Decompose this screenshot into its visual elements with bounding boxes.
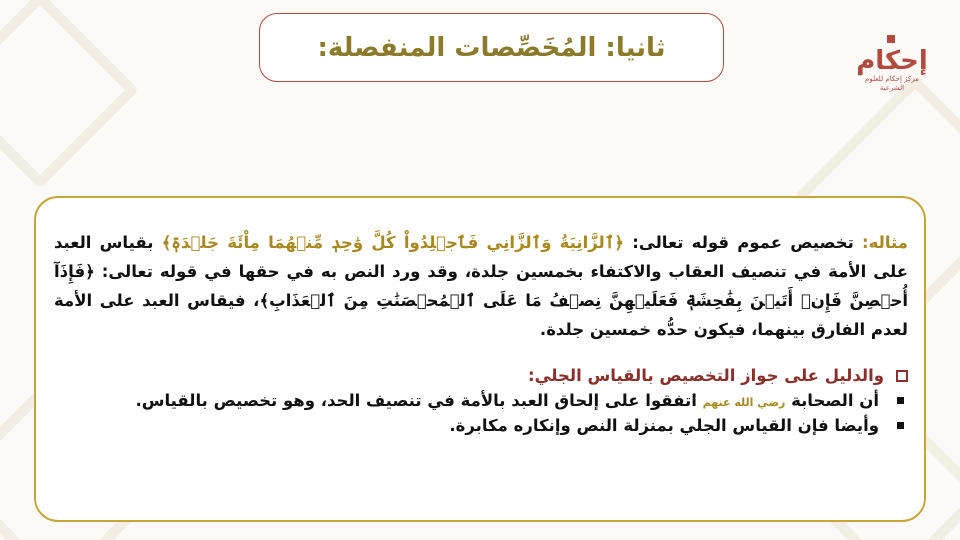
example-middle: بقياس العبد على الأمة في تنصيف العقاب والاكتفاء بخمسين جلدة، وقد ورد النص به في حقها في قوله تعالى: <box>54 233 908 281</box>
page-title: ثانيا: المُخَصِّصات المنفصلة: <box>317 32 666 63</box>
evidence-heading: والدليل على جواز التخصيص بالقياس الجلي: <box>527 366 884 385</box>
bullet-square-icon <box>897 422 904 429</box>
bullet-text: أن الصحابة <box>785 391 879 410</box>
bullet-text: اتفقوا على إلحاق العبد بالأمة في تنصيف الحد، وهو تخصيص بالقياس. <box>135 391 703 410</box>
example-label: مثاله: <box>862 233 908 252</box>
honorific-icon: رضي الله عنهم <box>702 396 786 409</box>
bullet-square-icon <box>897 397 904 404</box>
title-box <box>259 13 724 82</box>
quran-verse-2: ﴿فَإِذَآ أُحۡصِنَّ فَإِنۡ أَتَيۡنَ بِفَٰحِشَةٖ فَعَلَيۡهِنَّ نِصۡفُ مَا عَلَى ٱلۡمُحۡصَنَٰتِ مِنَ ٱلۡعَذَابِ﴾ <box>54 262 909 310</box>
logo-name: إحكام <box>856 46 928 76</box>
bullet-text: وأيضا فإن القياس الجلي بمنزلة النص وإنكاره مكابرة. <box>449 416 879 435</box>
quran-verse-1: ﴿ٱلزَّانِيَةُ وَٱلزَّانِي فَٱجۡلِدُواْ كُلَّ وَٰحِدٖ مِّنۡهُمَا مِاْئَةَ جَلۡدَةٖ﴾ <box>161 233 625 252</box>
logo-square-icon <box>887 35 895 43</box>
logo-caption: مركز إحكام للعلوم الشرعية <box>865 75 919 92</box>
content-box <box>34 196 926 522</box>
checkbox-icon <box>896 370 908 382</box>
list-item <box>54 391 908 410</box>
example-end: ، فيقاس العبد على الأمة لعدم الفارق بينهما، فيكون حدُّه خمسين جلدة. <box>54 291 908 339</box>
example-intro: تخصيص عموم قوله تعالى: <box>624 233 863 252</box>
logo <box>852 28 932 98</box>
evidence-heading-row <box>54 366 908 385</box>
decorative-ornament <box>0 0 139 189</box>
example-paragraph <box>54 228 908 344</box>
list-item <box>54 416 908 435</box>
